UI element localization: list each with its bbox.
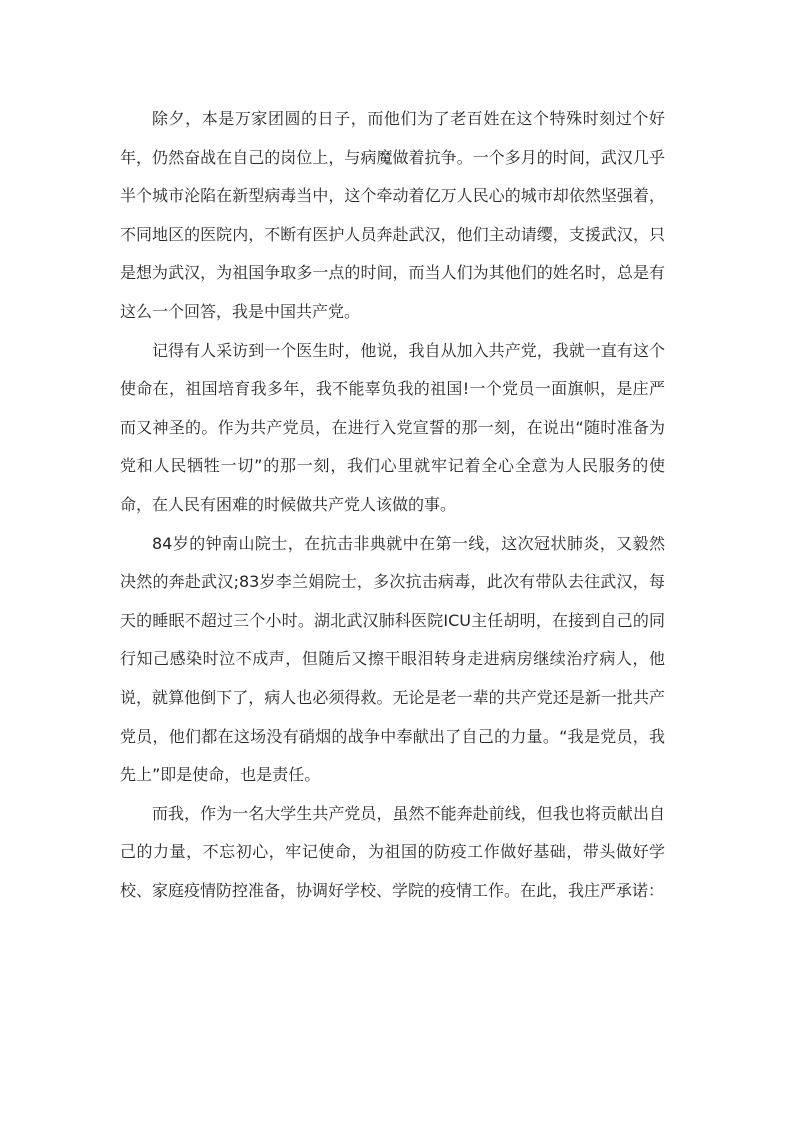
- paragraph-academicians: 84岁的钟南山院士，在抗击非典就中在第一线，这次冠状肺炎，又毅然决然的奔赴武汉;83岁李兰娟院士，多次抗击病毒，此次有带队去往武汉，每天的睡眠不超过三个小时。湖北武汉肺科医院ICU主任胡明，在接到自己的同行知己感染时泣不成声，但随后又擦干眼泪转身走进病房继续治疗病人，他说，就算他倒下了，病人也必须得救。无论是老一辈的共产党还是新一批共产党员，他们都在这场没有硝烟的战争中奉献出了自己的力量。“我是党员，我先上”即是使命，也是责任。: [120, 533, 665, 785]
- paragraph-student-pledge: 而我，作为一名大学生共产党员，虽然不能奔赴前线，但我也将贡献出自己的力量，不忘初心，牢记使命，为祖国的防疫工作做好基础，带头做好学校、家庭疫情防控准备，协调好学校、学院的疫情工作。在此，我庄严承诺：: [120, 803, 665, 900]
- paragraph-new-year-eve: 除夕，本是万家团圆的日子，而他们为了老百姓在这个特殊时刻过个好年，仍然奋战在自己的岗位上，与病魔做着抗争。一个多月的时间，武汉几乎半个城市沦陷在新型病毒当中，这个牵动着亿万人民心的城市却依然坚强着，不同地区的医院内，不断有医护人员奔赴武汉，他们主动请缨，支援武汉，只是想为武汉，为祖国争取多一点的时间，而当人们为其他们的姓名时，总是有这么一个回答，我是中国共产党。: [120, 109, 665, 321]
- paragraph-doctor-interview: 记得有人采访到一个医生时，他说，我自从加入共产党，我就一直有这个使命在，祖国培育我多年，我不能辜负我的祖国!一个党员一面旗帜，是庄严而又神圣的。作为共产党员，在进行入党宣誓的那一刻，在说出“随时准备为党和人民牺牲一切”的那一刻，我们心里就牢记着全心全意为人民服务的使命，在人民有困难的时候做共产党人该做的事。: [120, 340, 665, 514]
- document-body: [120, 100, 665, 910]
